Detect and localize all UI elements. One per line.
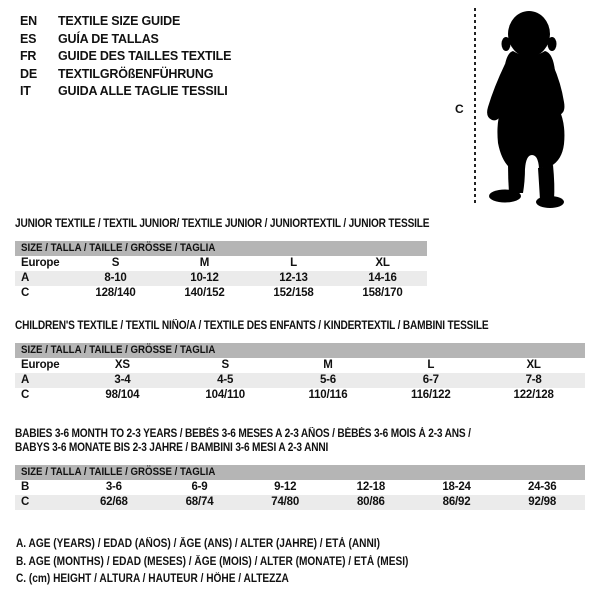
language-row	[20, 31, 231, 49]
table-cell: M	[199, 257, 210, 269]
size-header-band	[15, 465, 585, 480]
language-code: ES	[20, 31, 37, 46]
table-cell: XS	[114, 359, 130, 371]
table-cell: 62/68	[99, 496, 128, 508]
table-cell: 9-12	[274, 481, 297, 493]
table-rows	[15, 256, 427, 301]
table-cell: 6-7	[422, 374, 439, 386]
legend-line-b: B. AGE (MONTHS) / EDAD (MESES) / ÂGE (MOIS) / ALTER (MONATE) / ETÀ (MESI)	[16, 555, 409, 568]
table-cell: 18-24	[442, 481, 471, 493]
height-dashed-line	[474, 8, 476, 206]
row-label: C	[21, 287, 30, 299]
table-cell: 98/104	[105, 389, 140, 401]
table-cell: 140/152	[184, 287, 225, 299]
language-title: GUIDA ALLE TAGLIE TESSILI	[58, 84, 228, 98]
table-cell: 8-10	[104, 272, 127, 284]
table-cell: 122/128	[513, 389, 554, 401]
table-title-line: BABIES 3-6 MONTH TO 2-3 YEARS / BEBÉS 3-6 MESES A 2-3 AÑOS / BÉBÉS 3-6 MOIS À 2-3 ANS /	[15, 428, 471, 440]
row-label: C	[21, 389, 30, 401]
table-cell: 80/86	[356, 496, 385, 508]
table-cell: 68/74	[185, 496, 214, 508]
language-title: GUÍA DE TALLAS	[58, 31, 159, 46]
legend-line-a: A. AGE (YEARS) / EDAD (AÑOS) / ÂGE (ANS) / ALTER (JAHRE) / ETÀ (ANNI)	[16, 538, 380, 550]
table-row	[15, 286, 427, 301]
size-table-babies	[15, 427, 585, 510]
table-cell: M	[323, 359, 333, 371]
table-title-line: CHILDREN'S TEXTILE / TEXTIL NIÑO/A / TEXTILE DES ENFANTS / KINDERTEXTIL / BAMBINI TESSILE	[15, 320, 489, 332]
table-row	[15, 388, 585, 403]
row-label: Europe	[21, 359, 60, 371]
table-cell: 4-5	[217, 374, 234, 386]
table-cell: S	[111, 257, 120, 269]
table-cell: XL	[375, 257, 390, 269]
legend-line-c: C. (cm) HEIGHT / ALTURA / HAUTEUR / HÖHE / ALTEZZA	[16, 573, 289, 585]
table-cell: 158/170	[362, 287, 403, 299]
table-cell: 6-9	[191, 481, 208, 493]
language-title: TEXTILGRÖßENFÜHRUNG	[58, 66, 214, 81]
table-cell: S	[221, 359, 229, 371]
table-row	[15, 271, 427, 286]
table-cell: 128/140	[95, 287, 136, 299]
table-rows	[15, 480, 585, 510]
table-cell: 5-6	[319, 374, 336, 386]
size-header-band	[15, 343, 585, 358]
table-cell: 12-13	[279, 272, 308, 284]
language-row	[20, 83, 231, 101]
table-row	[15, 256, 427, 271]
table-cell: 110/116	[308, 389, 348, 401]
size-table-junior	[15, 217, 430, 301]
language-row	[20, 66, 231, 84]
size-header-text: SIZE / TALLA / TAILLE / GRÖSSE / TAGLIA	[21, 242, 216, 254]
table-cell: 14-16	[368, 272, 397, 284]
row-label: B	[21, 481, 30, 493]
table-cell: 74/80	[271, 496, 300, 508]
table-row	[15, 480, 585, 495]
language-code: EN	[20, 14, 37, 28]
table-cell: 104/110	[205, 389, 245, 401]
language-title-list	[20, 13, 231, 101]
table-cell: 10-12	[190, 272, 219, 284]
table-cell: 24-36	[527, 481, 557, 493]
language-row	[20, 48, 231, 66]
language-title: GUIDE DES TAILLES TEXTILE	[58, 49, 232, 63]
table-cell: 116/122	[411, 389, 451, 401]
row-label: A	[21, 272, 30, 284]
table-cell: 152/158	[273, 287, 314, 299]
row-label: A	[21, 374, 30, 386]
table-rows	[15, 358, 585, 403]
table-cell: 12-18	[356, 481, 386, 493]
table-title	[15, 319, 585, 333]
table-cell: XL	[526, 359, 541, 371]
language-title: TEXTILE SIZE GUIDE	[58, 14, 181, 28]
language-code: DE	[20, 66, 37, 81]
table-row	[15, 495, 585, 510]
size-header-text: SIZE / TALLA / TAILLE / GRÖSSE / TAGLIA	[21, 466, 216, 478]
table-cell: L	[290, 257, 297, 269]
language-row	[20, 13, 231, 31]
size-header-band	[15, 241, 427, 256]
row-label: C	[21, 496, 30, 508]
measure-legend	[16, 536, 462, 589]
row-label: Europe	[21, 257, 60, 269]
toddler-silhouette-icon	[481, 9, 581, 209]
table-cell: 92/98	[528, 496, 557, 508]
table-cell: 7-8	[525, 374, 542, 386]
height-measure-label: C	[455, 102, 464, 116]
size-table-children	[15, 319, 585, 403]
table-cell: 3-4	[114, 374, 131, 386]
language-code: FR	[20, 49, 37, 63]
table-title	[15, 427, 585, 455]
language-code: IT	[20, 84, 31, 98]
table-cell: 86/92	[442, 496, 471, 508]
table-row	[15, 373, 585, 388]
table-title-line: BABYS 3-6 MONATE BIS 2-3 JAHRE / BAMBINI 3-6 MESI A 2-3 ANNI	[15, 442, 329, 454]
table-title-line: JUNIOR TEXTILE / TEXTIL JUNIOR/ TEXTILE JUNIOR / JUNIORTEXTIL / JUNIOR TESSILE	[15, 218, 430, 230]
size-header-text: SIZE / TALLA / TAILLE / GRÖSSE / TAGLIA	[21, 344, 216, 356]
table-title	[15, 217, 430, 231]
table-cell: 3-6	[105, 481, 122, 493]
table-row	[15, 358, 585, 373]
table-cell: L	[427, 359, 435, 371]
